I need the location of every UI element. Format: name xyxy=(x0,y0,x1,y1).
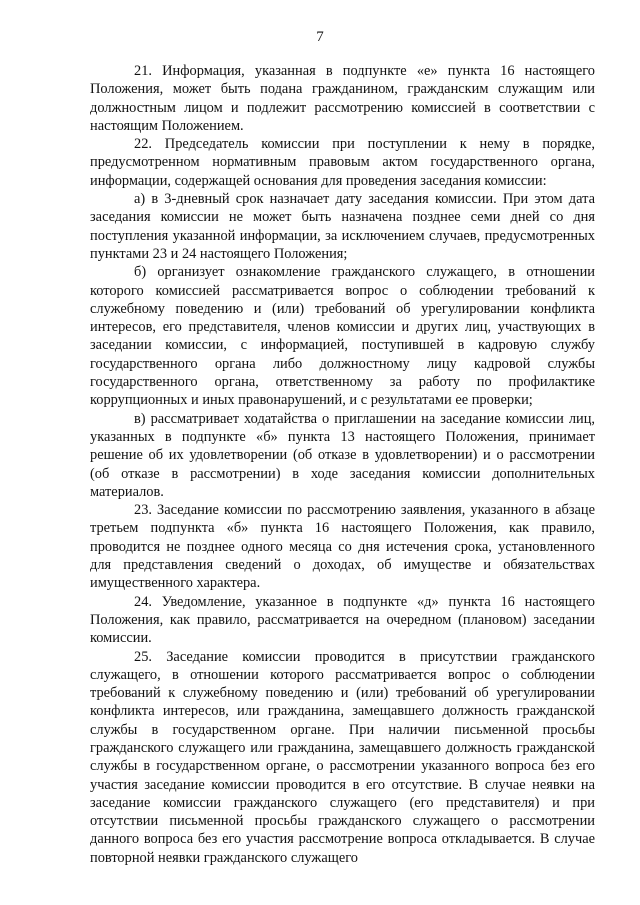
paragraph-22-b: б) организует ознакомление гражданского служащего, в отношении которого комиссией рассматривается вопрос о соблюдении требований к служебному поведению и (или) требований об урегулировании конфликта интересов, его представителя, членов комиссии и других лиц, участвующих в заседании комиссии, с информацией, поступившей в кадровую службу государственного органа либо должностному лицу кадровой службы государственного органа, ответственному за работу по профилактике коррупционных и иных правонарушений, и с результатами ее проверки; xyxy=(90,264,595,409)
paragraph-22: 22. Председатель комиссии при поступлении к нему в порядке, предусмотренном нормативным правовым актом государственного органа, информации, содержащей основания для проведения заседания комиссии: xyxy=(90,136,595,189)
paragraph-25: 25. Заседание комиссии проводится в присутствии гражданского служащего, в отношении которого рассматривается вопрос о соблюдении требований к служебному поведению и (или) требований об урегулировании конфликта интересов, или гражданина, замещавшего должность гражданской службы в государственном органе. При наличии письменной просьбы гражданского служащего или гражданина, замещавшего должность гражданской службы в государственном органе, о рассмотрении указанного вопроса без его участия заседание комиссии проводится в его отсутствие. В случае неявки на заседание комиссии гражданского служащего (его представителя) и при отсутствии письменной просьбы гражданского служащего о рассмотрении данного вопроса без его участия рассмотрение вопроса откладывается. В случае повторной неявки гражданского служащего xyxy=(90,648,595,866)
paragraph-22-v: в) рассматривает ходатайства о приглашении на заседание комиссии лиц, указанных в подпункте «б» пункта 13 настоящего Положения, принимает решение об их удовлетворении (об отказе в удовлетворении) и о рассмотрении (об отказе в рассмотрении) в ходе заседания комиссии дополнительных материалов. xyxy=(90,410,595,500)
paragraph-24: 24. Уведомление, указанное в подпункте «д» пункта 16 настоящего Положения, как правило, рассматривается на очередном (плановом) заседании комиссии. xyxy=(90,593,595,647)
document-text-body xyxy=(90,62,595,867)
paragraph-22-a: а) в 3-дневный срок назначает дату заседания комиссии. При этом дата заседания комиссии не может быть назначена позднее семи дней со дня поступления указанной информации, за исключением случаев, предусмотренных пунктами 23 и 24 настоящего Положения; xyxy=(90,191,595,262)
paragraph-23: 23. Заседание комиссии по рассмотрению заявления, указанного в абзаце третьем подпункта «б» пункта 16 настоящего Положения, как правило, проводится не позднее одного месяца со дня истечения срока, установленного для представления сведений о доходах, об имуществе и обязательствах имущественного характера. xyxy=(90,502,595,592)
page-number: 7 xyxy=(316,29,324,45)
paragraph-21: 21. Информация, указанная в подпункте «е» пункта 16 настоящего Положения, может быть подана гражданином, гражданским служащим или должностным лицом и подлежит рассмотрению комиссией в соответствии с настоящим Положением. xyxy=(90,63,595,134)
